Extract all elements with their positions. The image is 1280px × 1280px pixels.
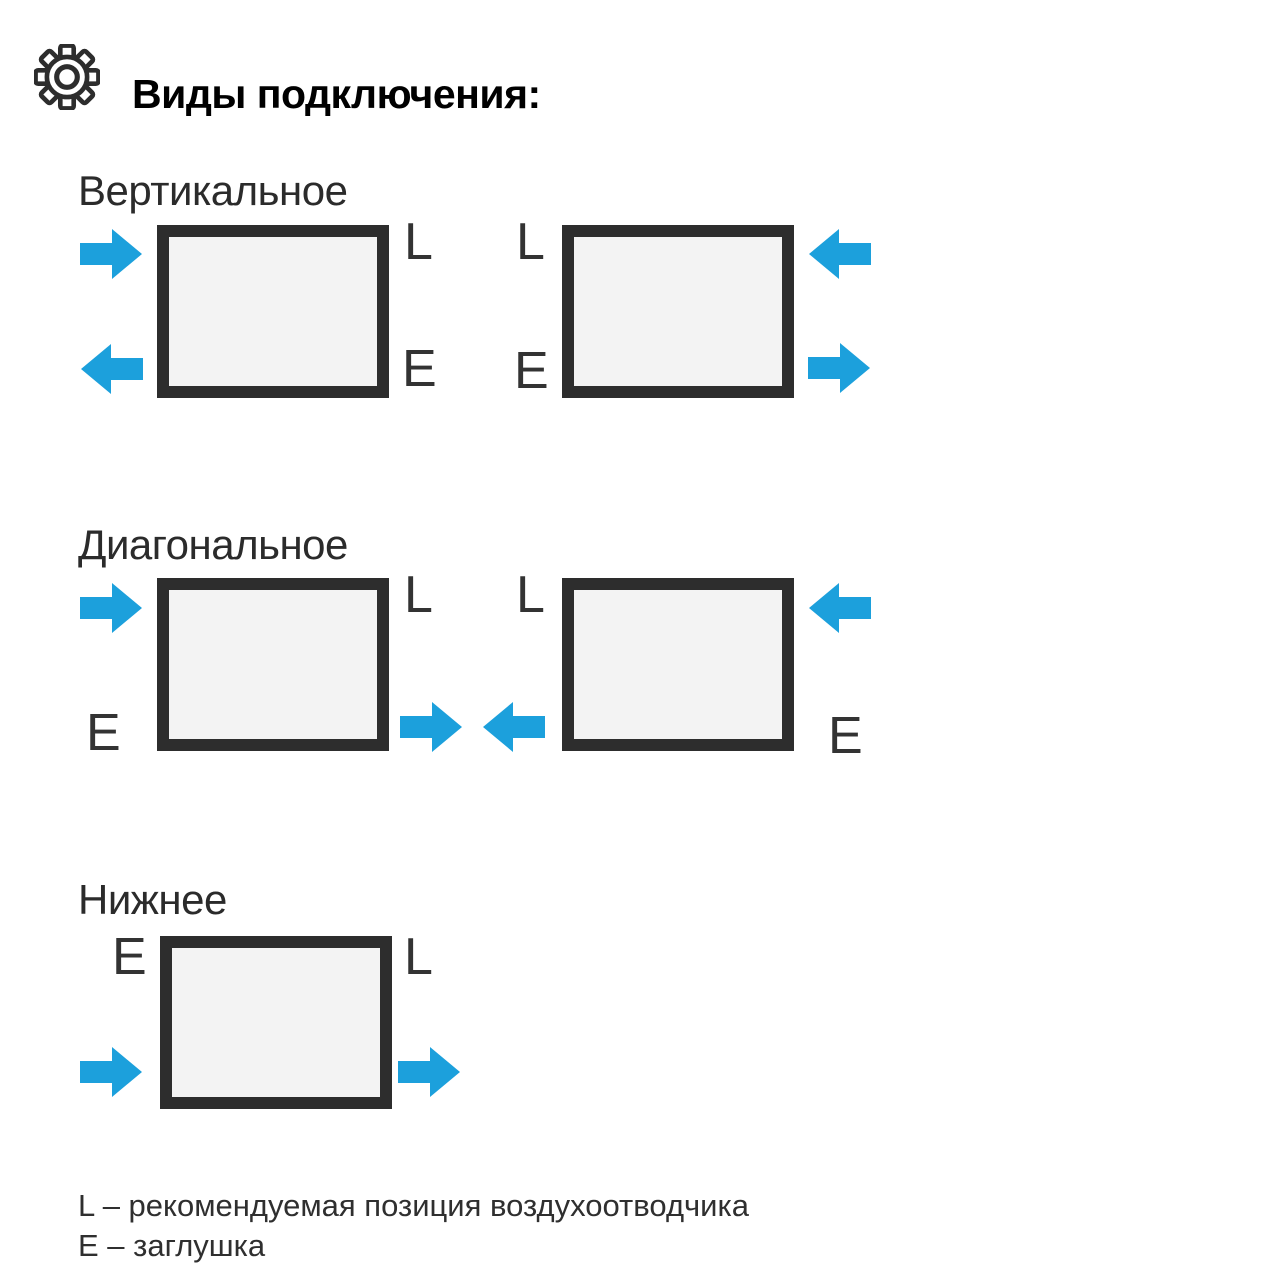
legend-line-e: E – заглушка	[78, 1228, 266, 1263]
legend-line-l: L – рекомендуемая позиция воздухоотводчика	[78, 1188, 749, 1223]
radiator-box	[160, 936, 392, 1109]
legend	[78, 1186, 749, 1266]
radiator-box	[157, 578, 389, 751]
outlet-arrow-left-icon	[80, 343, 143, 395]
port-label-l: L	[516, 213, 545, 271]
section-title: Диагональное	[78, 521, 348, 568]
port-label-e: E	[112, 928, 147, 986]
radiator-box	[562, 578, 794, 751]
inlet-arrow-right-icon	[80, 1046, 143, 1098]
radiator-box	[157, 225, 389, 398]
port-label-e: E	[514, 342, 549, 400]
section-title: Вертикальное	[78, 167, 348, 214]
port-label-l: L	[404, 566, 433, 624]
outlet-arrow-left-icon	[482, 701, 545, 753]
outlet-arrow-right-icon	[400, 701, 463, 753]
port-label-e: E	[86, 704, 121, 762]
outlet-arrow-right-icon	[808, 342, 871, 394]
page-title: Виды подключения:	[132, 71, 541, 118]
port-label-l: L	[404, 928, 433, 986]
inlet-arrow-left-icon	[808, 582, 871, 634]
port-label-e: E	[402, 340, 437, 398]
radiator-box	[562, 225, 794, 398]
port-label-l: L	[516, 566, 545, 624]
inlet-arrow-left-icon	[808, 228, 871, 280]
port-label-e: E	[828, 707, 863, 765]
section-title: Нижнее	[78, 876, 227, 923]
gear-icon	[34, 44, 100, 110]
inlet-arrow-right-icon	[80, 228, 143, 280]
inlet-arrow-right-icon	[80, 582, 143, 634]
outlet-arrow-right-icon	[398, 1046, 461, 1098]
port-label-l: L	[404, 213, 433, 271]
